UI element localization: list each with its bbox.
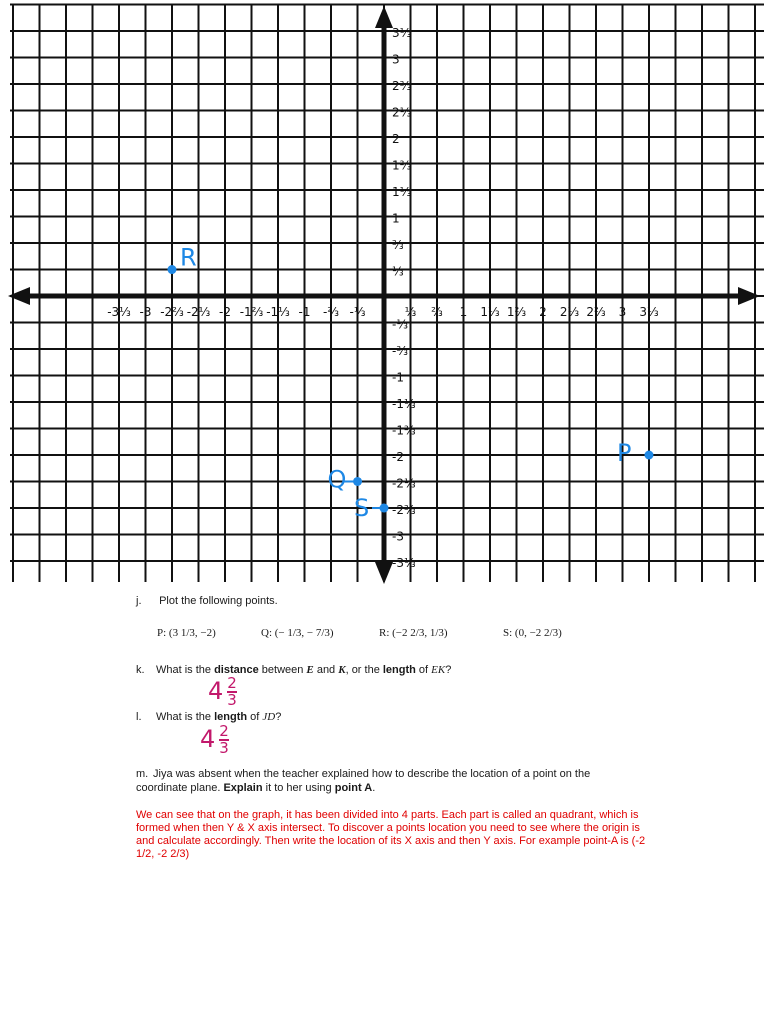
segment-jd-label: JD xyxy=(262,711,276,723)
point-label-s: S xyxy=(354,494,370,523)
answer-l-numerator: 2 xyxy=(219,722,229,740)
y-tick-label: -1⅓ xyxy=(392,397,416,411)
point-label-p: P xyxy=(616,439,632,467)
y-tick-label: -3⅓ xyxy=(392,556,416,570)
question-m-bold: Explain xyxy=(223,782,263,794)
y-tick-label: 1 xyxy=(392,211,400,226)
x-axis-right-arrow xyxy=(738,287,760,305)
y-axis-bottom-arrow xyxy=(375,562,393,584)
x-tick-label: 2⅓ xyxy=(559,305,580,319)
question-k-text: ? xyxy=(445,664,452,676)
y-tick-label: 2⅔ xyxy=(392,79,412,93)
x-tick-label: 3 xyxy=(618,305,627,319)
x-axis-left-arrow xyxy=(8,287,30,305)
x-tick-label: 2⅔ xyxy=(586,305,606,319)
question-k-bold: distance xyxy=(214,664,259,676)
x-tick-label: 2 xyxy=(539,305,547,319)
y-tick-label: 3 xyxy=(392,52,400,67)
question-m-number: m. xyxy=(136,768,149,780)
question-m-text: coordinate plane. xyxy=(136,782,224,794)
y-tick-label: -3 xyxy=(392,529,404,544)
x-tick-label: ⅓ xyxy=(404,305,417,319)
y-tick-label: 1⅔ xyxy=(392,158,412,173)
question-k-text: between xyxy=(258,664,307,676)
answer-l-denominator: 3 xyxy=(219,739,229,757)
question-l-text: What is the xyxy=(156,711,215,723)
y-tick-label: 2 xyxy=(392,132,400,146)
answer-l-handwritten xyxy=(200,724,229,756)
y-tick-label: -2 xyxy=(392,450,404,464)
y-tick-label: -1⅔ xyxy=(392,423,416,438)
point-p-coords: P: (3 1/3, −2) xyxy=(157,627,216,639)
y-tick-label: ⅓ xyxy=(392,264,404,279)
x-tick-label: -3 xyxy=(139,305,152,319)
question-k-text: , or the xyxy=(345,664,383,676)
y-axis-top-arrow xyxy=(375,6,393,28)
plotted-point-p xyxy=(644,451,653,460)
point-label-q: Q xyxy=(327,465,347,494)
answer-k-denominator: 3 xyxy=(227,691,237,709)
y-tick-label: -2⅔ xyxy=(392,503,416,517)
point-label-r: R xyxy=(179,243,197,272)
x-tick-label: ⅔ xyxy=(431,305,443,319)
x-tick-label: -2⅔ xyxy=(160,305,184,319)
x-tick-label: -⅔ xyxy=(323,305,339,319)
answer-k-handwritten xyxy=(208,676,237,708)
question-l-text: of xyxy=(247,711,263,723)
x-tick-label: 1⅔ xyxy=(506,305,527,319)
x-tick-label: -3⅓ xyxy=(107,305,131,319)
question-l-bold: length xyxy=(214,711,248,723)
x-tick-label: -2⅓ xyxy=(186,305,211,319)
y-tick-label: 3⅓ xyxy=(392,26,412,40)
question-j xyxy=(136,594,278,608)
question-k-text: and xyxy=(313,664,339,676)
question-k xyxy=(136,663,451,677)
answer-k-fraction xyxy=(227,676,237,708)
x-tick-label: 1 xyxy=(459,305,468,319)
y-tick-label: -⅓ xyxy=(392,317,408,332)
question-k-text: What is the xyxy=(156,664,215,676)
x-tick-label: -⅓ xyxy=(349,305,366,319)
question-m-text: it to her using xyxy=(262,782,335,794)
question-m xyxy=(136,767,656,795)
question-l xyxy=(136,710,281,724)
x-tick-label: -2 xyxy=(219,305,231,319)
answer-l-fraction xyxy=(219,724,229,756)
point-q-coords: Q: (− 1/3, − 7/3) xyxy=(261,627,334,639)
x-tick-label: 3⅓ xyxy=(639,305,659,319)
y-tick-label: 1⅓ xyxy=(392,185,412,199)
question-k-text: of xyxy=(415,664,432,676)
y-tick-label: -1 xyxy=(392,370,404,385)
question-j-text: Plot the following points. xyxy=(159,595,278,607)
x-tick-label: -1⅓ xyxy=(266,305,290,319)
point-e-label: E xyxy=(306,664,314,676)
y-tick-label: -2⅓ xyxy=(392,476,416,491)
question-j-number: j. xyxy=(136,595,142,607)
answer-k-whole: 4 xyxy=(208,677,224,705)
question-m-point-a: point A xyxy=(334,782,373,794)
x-tick-label: -1⅔ xyxy=(239,305,264,319)
segment-ek-label: EK xyxy=(431,664,446,676)
answer-l-whole: 4 xyxy=(200,725,216,753)
point-r-coords: R: (−2 2/3, 1/3) xyxy=(379,627,448,639)
question-k-number: k. xyxy=(136,664,145,676)
x-tick-label: -1 xyxy=(298,305,311,319)
answer-k-numerator: 2 xyxy=(227,674,237,692)
point-k-label: K xyxy=(338,664,346,676)
y-tick-label: -⅔ xyxy=(392,344,408,358)
point-s-coords: S: (0, −2 2/3) xyxy=(503,627,562,639)
plotted-point-r xyxy=(167,265,176,274)
explanation-answer: We can see that on the graph, it has been divided into 4 parts. Each part is called an quadrant, which is formed when then Y & X axis intersect. To discover a points location you need to see where the origin is and calculate accordingly. Then write the location of its X axis and then Y axis. For example point-A is (-2 1/2, -2 2/3) xyxy=(136,809,646,860)
question-m-line1: Jiya was absent when the teacher explained how to describe the location of a point on the xyxy=(153,768,591,780)
plotted-point-q xyxy=(353,477,362,486)
question-l-number: l. xyxy=(136,711,142,723)
y-tick-label: ⅔ xyxy=(392,238,404,252)
y-tick-label: 2⅓ xyxy=(392,105,412,120)
question-m-text: . xyxy=(372,782,376,794)
question-k-bold: length xyxy=(382,664,416,676)
question-l-text: ? xyxy=(275,711,282,723)
plotted-point-s xyxy=(380,504,389,513)
x-tick-label: 1⅓ xyxy=(480,305,500,319)
